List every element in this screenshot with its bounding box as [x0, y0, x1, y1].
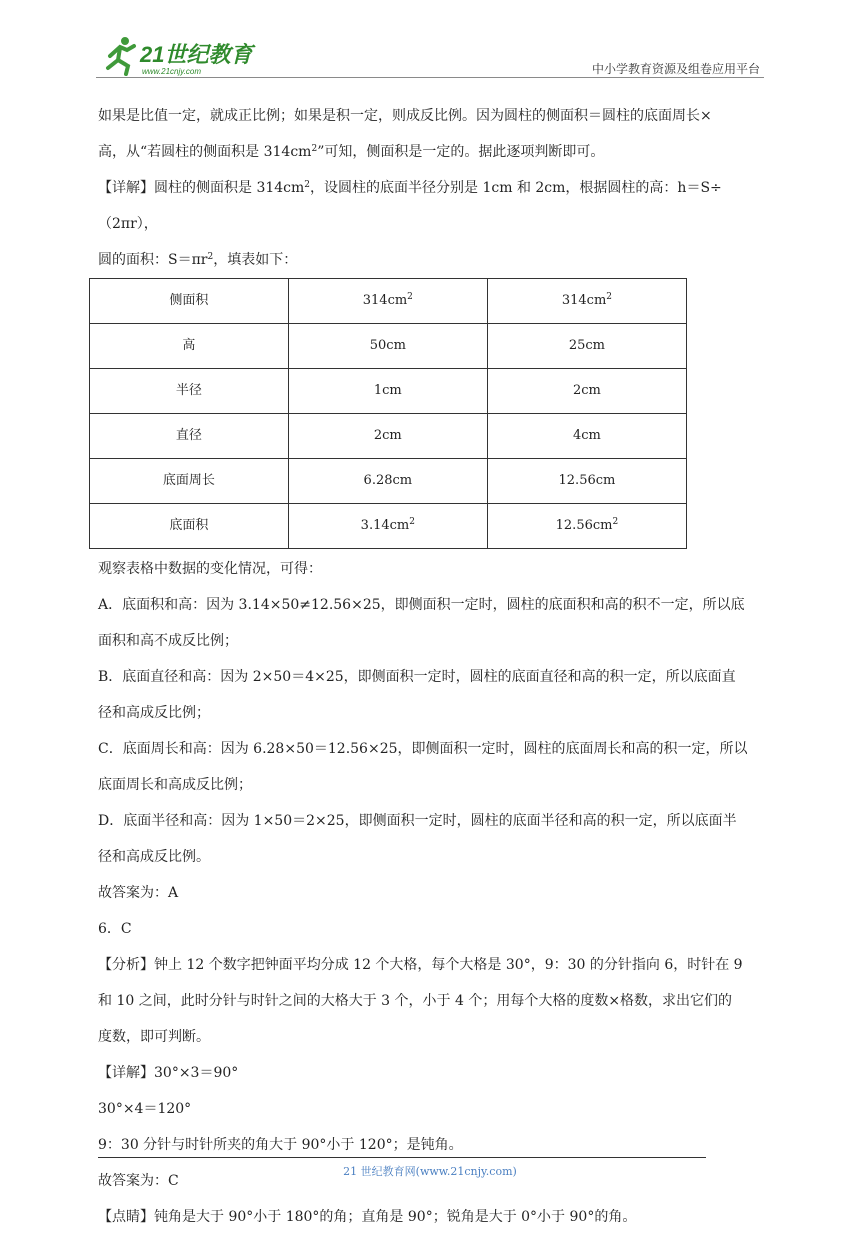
row-label: 高 [90, 324, 289, 369]
question-number: 6．C [98, 921, 132, 937]
answer-line: 故答案为：A [98, 885, 179, 901]
table-cell: 2cm [487, 369, 686, 414]
page-header [96, 34, 764, 80]
document-body [98, 98, 766, 1235]
observe-line: 观察表格中数据的变化情况，可得： [98, 561, 322, 577]
option-c-line-2: 底面周长和高成反比例； [98, 777, 252, 793]
option-a-line-1: A．底面积和高：因为 3.14×50≠12.56×25，即侧面积一定时，圆柱的底面积和高的积不一定，所以底 [98, 597, 745, 613]
row-label: 半径 [90, 369, 289, 414]
table-row [90, 459, 687, 504]
option-b-line-1: B．底面直径和高：因为 2×50＝4×25，即侧面积一定时，圆柱的底面直径和高的积一定，所以底面直 [98, 669, 736, 685]
table-cell: $314cm^2$ [487, 279, 686, 324]
q6-analysis-line-2: 和 10 之间，此时分针与时针之间的大格大于 3 个，小于 4 个；用每个大格的度数×格数，求出它们的 [98, 993, 733, 1009]
table-cell: 1cm [288, 369, 487, 414]
detail-line-2: 圆的面积：$S=\pi r^2$，填表如下： [98, 252, 298, 268]
runner-icon [108, 37, 134, 74]
table-row [90, 414, 687, 459]
cylinder-table-wrapper [89, 278, 766, 549]
option-d-line-1: D．底面半径和高：因为 1×50＝2×25，即侧面积一定时，圆柱的底面半径和高的积一定，所以底面半 [98, 813, 737, 829]
q6-detail-line-1: 【详解】30°×3＝90° [98, 1065, 239, 1081]
q6-tip-line: 【点睛】钝角是大于 90°小于 180°的角；直角是 90°；锐角是大于 0°小于 90°的角。 [98, 1209, 637, 1225]
option-d-line-2: 径和高成反比例。 [98, 849, 210, 865]
svg-text:21世纪教育: 21世纪教育 [140, 42, 253, 67]
table-row [90, 324, 687, 369]
table-cell: 6.28cm [288, 459, 487, 504]
table-row [90, 504, 687, 549]
option-a-line-2: 面积和高不成反比例； [98, 633, 238, 649]
table-cell: $3.14cm^2$ [288, 504, 487, 549]
row-label: 底面积 [90, 504, 289, 549]
header-divider [96, 77, 764, 78]
footer-text: 21 世纪教育网(www.21cnjy.com) [343, 1165, 517, 1178]
footer-divider [98, 1157, 706, 1158]
analysis-line-1: 如果是比值一定，就成正比例；如果是积一定，则成反比例。因为圆柱的侧面积＝圆柱的底面周长× [98, 108, 712, 124]
table-cell: 2cm [288, 414, 487, 459]
site-logo [96, 34, 256, 78]
cylinder-table [89, 278, 687, 549]
svg-text:www.21cnjy.com: www.21cnjy.com [142, 67, 201, 76]
table-cell: 4cm [487, 414, 686, 459]
q6-analysis-line-3: 度数，即可判断。 [98, 1029, 210, 1045]
table-cell: $314cm^2$ [288, 279, 487, 324]
option-b-line-2: 径和高成反比例； [98, 705, 210, 721]
platform-label: 中小学教育资源及组卷应用平台 [591, 62, 760, 76]
row-label: 底面周长 [90, 459, 289, 504]
table-cell: 12.56cm [487, 459, 686, 504]
q6-answer-line: 故答案为：C [98, 1173, 179, 1189]
table-cell: $12.56cm^2$ [487, 504, 686, 549]
table-row [90, 279, 687, 324]
q6-detail-line-2: 30°×4＝120° [98, 1101, 192, 1117]
table-cell: 50cm [288, 324, 487, 369]
table-cell: 25cm [487, 324, 686, 369]
row-label: 侧面积 [90, 279, 289, 324]
q6-analysis-line-1: 【分析】钟上 12 个数字把钟面平均分成 12 个大格，每个大格是 30°，9：30 的分针指向 6，时针在 9 [98, 957, 743, 973]
analysis-line-2: 高，从“若圆柱的侧面积是 $314cm^2$”可知，侧面积是一定的。据此逐项判断即可。 [98, 144, 605, 160]
row-label: 直径 [90, 414, 289, 459]
detail-line-1: 【详解】圆柱的侧面积是 $314cm^2$，设圆柱的底面半径分别是 1cm 和 2cm，根据圆柱的高：h＝S÷（2πr）， [98, 180, 722, 232]
q6-detail-line-3: 9：30 分针与时针所夹的角大于 90°小于 120°；是钝角。 [98, 1137, 463, 1153]
option-c-line-1: C．底面周长和高：因为 6.28×50＝12.56×25，即侧面积一定时，圆柱的底面周长和高的积一定，所以 [98, 741, 748, 757]
table-row [90, 369, 687, 414]
